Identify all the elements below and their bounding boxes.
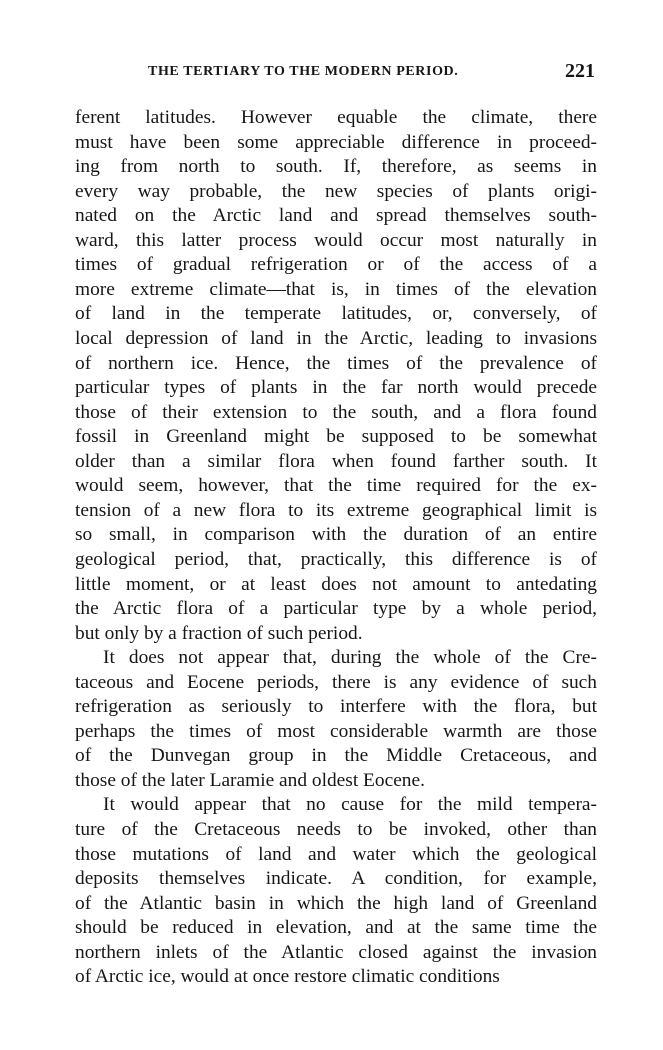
text-line: nated on the Arctic land and spread themselves south- [75, 205, 597, 227]
text-line: of the Atlantic basin in which the high land of Greenland [75, 892, 597, 914]
text-line: should be reduced in elevation, and at the same time the [75, 917, 597, 939]
text-line: particular types of plants in the far north would precede [75, 377, 597, 399]
text-line: those of the later Laramie and oldest Eocene. [75, 769, 425, 791]
text-line: refrigeration as seriously to interfere with the flora, but [75, 696, 597, 718]
text-line: every way probable, the new species of plants origi- [75, 180, 597, 202]
text-line: local depression of land in the Arctic, leading to invasions [75, 328, 597, 349]
text-line: would seem, however, that the time required for the ex- [75, 475, 597, 497]
text-line: of northern ice. Hence, the times of the prevalence of [75, 352, 597, 374]
text-line: must have been some appreciable difference in proceed- [75, 131, 597, 153]
text-line: ing from north to south. If, therefore, as seems in [75, 156, 597, 178]
text-line: the Arctic flora of a particular type by a whole period, [75, 598, 597, 619]
page-header [75, 60, 595, 90]
text-line: perhaps the times of most considerable warmth are those [75, 720, 597, 742]
text-line: geological period, that, practically, this difference is of [75, 548, 597, 570]
text-line: ferent latitudes. However equable the climate, there [75, 107, 597, 128]
text-line: of land in the temperate latitudes, or, conversely, of [75, 303, 597, 325]
text-line: tension of a new flora to its extreme geographical limit is [75, 499, 597, 521]
text-line: northern inlets of the Atlantic closed against the invasion [75, 941, 597, 963]
text-line: It would appear that no cause for the mild tempera- [103, 794, 597, 816]
text-line: taceous and Eocene periods, there is any evidence of such [75, 671, 597, 693]
text-line: those mutations of land and water which the geological [75, 843, 597, 865]
text-line: older than a similar flora when found farther south. It [75, 450, 597, 472]
text-line: but only by a fraction of such period. [75, 622, 363, 644]
text-line: It does not appear that, during the whole of the Cre- [103, 647, 597, 669]
text-line: of the Dunvegan group in the Middle Cretaceous, and [75, 745, 597, 767]
text-line: little moment, or at least does not amount to antedating [75, 573, 597, 595]
text-line: times of gradual refrigeration or of the access of a [75, 254, 597, 276]
text-line: fossil in Greenland might be supposed to be somewhat [75, 426, 597, 448]
text-line: of Arctic ice, would at once restore climatic conditions [75, 966, 500, 988]
text-line: those of their extension to the south, and a flora found [75, 401, 597, 423]
text-line: ward, this latter process would occur most naturally in [75, 229, 597, 251]
text-line: ture of the Cretaceous needs to be invoked, other than [75, 819, 597, 840]
running-title: THE TERTIARY TO THE MODERN PERIOD. [148, 64, 459, 79]
text-line: more extreme climate—that is, in times of the elevation [75, 278, 597, 300]
text-line: deposits themselves indicate. A condition, for example, [75, 868, 597, 890]
text-line: so small, in comparison with the duration of an entire [75, 524, 597, 546]
page-number: 221 [565, 60, 595, 82]
